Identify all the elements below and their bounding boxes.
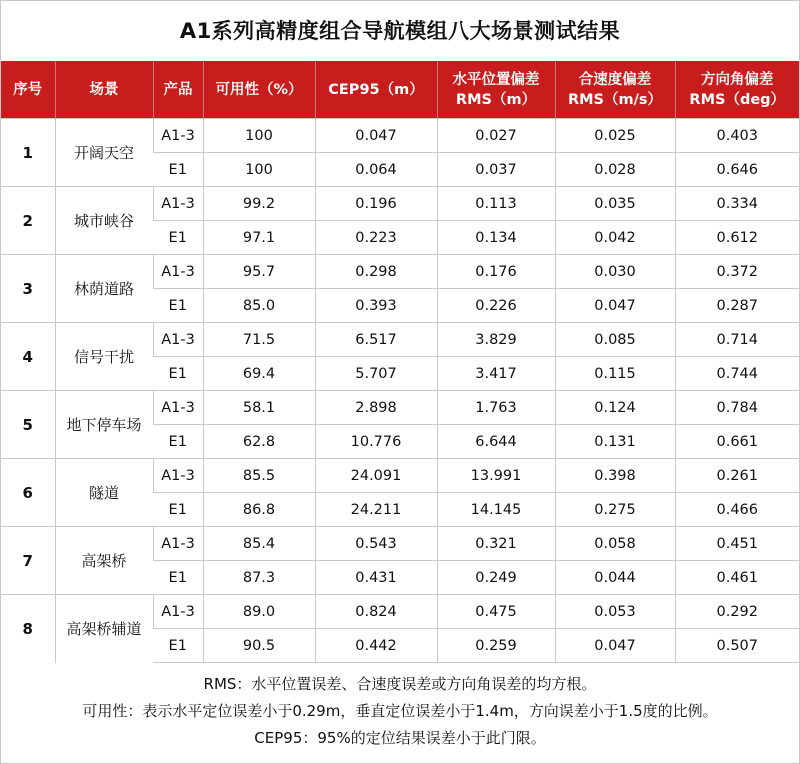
table-row [1, 119, 799, 153]
speed-rms-cell: 0.115 [555, 357, 675, 391]
heading-rms-cell: 0.784 [675, 391, 799, 425]
availability-cell: 87.3 [203, 561, 315, 595]
product-cell: A1-3 [153, 527, 203, 561]
index-cell: 6 [1, 459, 55, 527]
cep95-cell: 0.431 [315, 561, 437, 595]
index-cell: 7 [1, 527, 55, 595]
scene-cell: 林荫道路 [55, 255, 153, 323]
note-cep95: CEP95：95%的定位结果误差小于此门限。 [254, 729, 546, 747]
index-cell: 1 [1, 119, 55, 187]
table-row [1, 459, 799, 493]
heading-rms-cell: 0.744 [675, 357, 799, 391]
speed-rms-cell: 0.398 [555, 459, 675, 493]
horizontal-rms-cell: 0.134 [437, 221, 555, 255]
product-cell: A1-3 [153, 323, 203, 357]
header-speed-rms-line1: 合速度偏差 [578, 71, 652, 88]
heading-rms-cell: 0.661 [675, 425, 799, 459]
index-cell: 2 [1, 187, 55, 255]
footnotes [1, 663, 799, 752]
heading-rms-cell: 0.461 [675, 561, 799, 595]
horizontal-rms-cell: 1.763 [437, 391, 555, 425]
availability-cell: 97.1 [203, 221, 315, 255]
header-speed-rms-line2: RMS（m/s） [567, 91, 663, 108]
speed-rms-cell: 0.025 [555, 119, 675, 153]
heading-rms-cell: 0.451 [675, 527, 799, 561]
speed-rms-cell: 0.085 [555, 323, 675, 357]
header-scene: 场景 [55, 61, 153, 119]
horizontal-rms-cell: 0.249 [437, 561, 555, 595]
cep95-cell: 0.064 [315, 153, 437, 187]
product-cell: A1-3 [153, 119, 203, 153]
horizontal-rms-cell: 0.037 [437, 153, 555, 187]
table-row [1, 527, 799, 561]
header-horizontal-rms-line1: 水平位置偏差 [452, 71, 540, 88]
table-body [1, 119, 799, 663]
product-cell: E1 [153, 221, 203, 255]
product-cell: E1 [153, 629, 203, 663]
availability-cell: 85.4 [203, 527, 315, 561]
speed-rms-cell: 0.131 [555, 425, 675, 459]
availability-cell: 86.8 [203, 493, 315, 527]
availability-cell: 95.7 [203, 255, 315, 289]
header-speed-rms [555, 61, 675, 119]
table-row [1, 391, 799, 425]
availability-cell: 100 [203, 153, 315, 187]
speed-rms-cell: 0.275 [555, 493, 675, 527]
horizontal-rms-cell: 3.417 [437, 357, 555, 391]
speed-rms-cell: 0.047 [555, 629, 675, 663]
availability-cell: 62.8 [203, 425, 315, 459]
header-heading-rms-line2: RMS（deg） [689, 91, 786, 108]
heading-rms-cell: 0.403 [675, 119, 799, 153]
table-row [1, 595, 799, 629]
availability-cell: 85.5 [203, 459, 315, 493]
scene-cell: 地下停车场 [55, 391, 153, 459]
horizontal-rms-cell: 13.991 [437, 459, 555, 493]
availability-cell: 90.5 [203, 629, 315, 663]
speed-rms-cell: 0.124 [555, 391, 675, 425]
scene-cell: 城市峡谷 [55, 187, 153, 255]
speed-rms-cell: 0.044 [555, 561, 675, 595]
availability-cell: 85.0 [203, 289, 315, 323]
speed-rms-cell: 0.035 [555, 187, 675, 221]
note-rms: RMS：水平位置误差、合速度误差或方向角误差的均方根。 [203, 675, 597, 693]
results-table [1, 61, 799, 663]
speed-rms-cell: 0.058 [555, 527, 675, 561]
speed-rms-cell: 0.047 [555, 289, 675, 323]
speed-rms-cell: 0.030 [555, 255, 675, 289]
cep95-cell: 24.091 [315, 459, 437, 493]
table-header-row [1, 61, 799, 119]
cep95-cell: 2.898 [315, 391, 437, 425]
product-cell: E1 [153, 289, 203, 323]
product-cell: A1-3 [153, 459, 203, 493]
table-row [1, 255, 799, 289]
horizontal-rms-cell: 0.226 [437, 289, 555, 323]
scene-cell: 开阔天空 [55, 119, 153, 187]
cep95-cell: 0.047 [315, 119, 437, 153]
product-cell: A1-3 [153, 595, 203, 629]
heading-rms-cell: 0.372 [675, 255, 799, 289]
product-cell: E1 [153, 493, 203, 527]
heading-rms-cell: 0.646 [675, 153, 799, 187]
header-index: 序号 [1, 61, 55, 119]
availability-cell: 69.4 [203, 357, 315, 391]
heading-rms-cell: 0.612 [675, 221, 799, 255]
cep95-cell: 0.223 [315, 221, 437, 255]
cep95-cell: 0.196 [315, 187, 437, 221]
index-cell: 5 [1, 391, 55, 459]
speed-rms-cell: 0.028 [555, 153, 675, 187]
header-cep95: CEP95（m） [315, 61, 437, 119]
scene-cell: 高架桥辅道 [55, 595, 153, 663]
heading-rms-cell: 0.261 [675, 459, 799, 493]
availability-cell: 99.2 [203, 187, 315, 221]
heading-rms-cell: 0.714 [675, 323, 799, 357]
horizontal-rms-cell: 0.027 [437, 119, 555, 153]
product-cell: E1 [153, 561, 203, 595]
table-row [1, 187, 799, 221]
cep95-cell: 0.298 [315, 255, 437, 289]
availability-cell: 71.5 [203, 323, 315, 357]
speed-rms-cell: 0.053 [555, 595, 675, 629]
heading-rms-cell: 0.466 [675, 493, 799, 527]
header-horizontal-rms [437, 61, 555, 119]
cep95-cell: 0.824 [315, 595, 437, 629]
scene-cell: 高架桥 [55, 527, 153, 595]
page-title: A1系列高精度组合导航模组八大场景测试结果 [179, 19, 621, 43]
header-heading-rms-line1: 方向角偏差 [701, 71, 774, 88]
product-cell: A1-3 [153, 187, 203, 221]
scene-cell: 信号干扰 [55, 323, 153, 391]
table-row [1, 323, 799, 357]
availability-cell: 58.1 [203, 391, 315, 425]
heading-rms-cell: 0.507 [675, 629, 799, 663]
note-availability: 可用性：表示水平定位误差小于0.29m，垂直定位误差小于1.4m，方向误差小于1.5度的比例。 [82, 702, 718, 720]
horizontal-rms-cell: 0.259 [437, 629, 555, 663]
product-cell: A1-3 [153, 255, 203, 289]
product-cell: E1 [153, 357, 203, 391]
cep95-cell: 0.543 [315, 527, 437, 561]
header-product: 产品 [153, 61, 203, 119]
horizontal-rms-cell: 14.145 [437, 493, 555, 527]
horizontal-rms-cell: 0.475 [437, 595, 555, 629]
cep95-cell: 5.707 [315, 357, 437, 391]
cep95-cell: 6.517 [315, 323, 437, 357]
horizontal-rms-cell: 6.644 [437, 425, 555, 459]
horizontal-rms-cell: 0.113 [437, 187, 555, 221]
horizontal-rms-cell: 0.176 [437, 255, 555, 289]
product-cell: A1-3 [153, 391, 203, 425]
product-cell: E1 [153, 425, 203, 459]
cep95-cell: 24.211 [315, 493, 437, 527]
product-cell: E1 [153, 153, 203, 187]
scene-cell: 隧道 [55, 459, 153, 527]
availability-cell: 100 [203, 119, 315, 153]
index-cell: 8 [1, 595, 55, 663]
header-horizontal-rms-line2: RMS（m） [455, 91, 537, 108]
cep95-cell: 0.393 [315, 289, 437, 323]
heading-rms-cell: 0.292 [675, 595, 799, 629]
horizontal-rms-cell: 0.321 [437, 527, 555, 561]
speed-rms-cell: 0.042 [555, 221, 675, 255]
availability-cell: 89.0 [203, 595, 315, 629]
index-cell: 3 [1, 255, 55, 323]
index-cell: 4 [1, 323, 55, 391]
header-heading-rms [675, 61, 799, 119]
header-availability: 可用性（%） [203, 61, 315, 119]
cep95-cell: 10.776 [315, 425, 437, 459]
horizontal-rms-cell: 3.829 [437, 323, 555, 357]
heading-rms-cell: 0.287 [675, 289, 799, 323]
heading-rms-cell: 0.334 [675, 187, 799, 221]
cep95-cell: 0.442 [315, 629, 437, 663]
